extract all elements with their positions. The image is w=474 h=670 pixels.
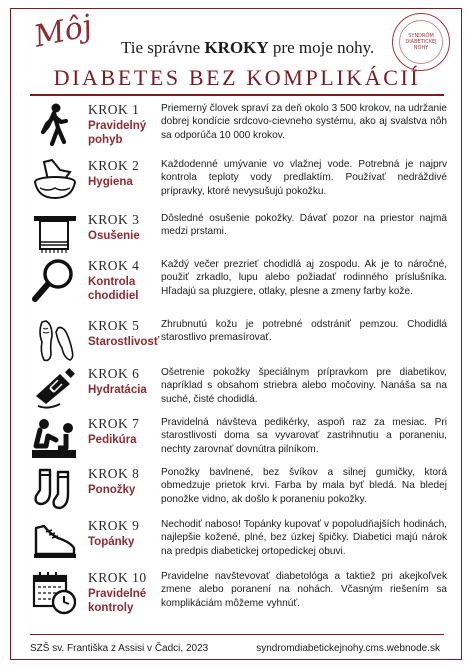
step-number: KROK 7 bbox=[88, 416, 140, 431]
foot-bath-icon bbox=[30, 158, 80, 204]
step-description: Každý večer prezrieť chodidlá aj zospodu. Ak je to náročné, použiť zrkadlo, lupu alebo požiadať rodinného príslušníka. Hľadajú sa pluzgiere, otlaky, plesne a zmeny farby kože. bbox=[161, 259, 447, 297]
tagline-bold: KROKY bbox=[204, 38, 269, 57]
title-divider bbox=[30, 94, 444, 96]
step-name: Pravidelné kontroly bbox=[88, 588, 147, 614]
step-name: Hydratácia bbox=[88, 384, 147, 396]
step-number: KROK 6 bbox=[88, 366, 140, 381]
step-description: Ponožky bavlnené, bez švíkov a silnej gumičky, ktorá obmedzuje prietok krvi. Farba by mala byť bledá. Na bledej ponožke vidno, ak došlo k poraneniu pokožky. bbox=[161, 467, 447, 505]
step-description: Dôsledné osušenie pokožky. Dávať pozor na priestor najmä medzi prstami. bbox=[161, 213, 447, 238]
step-row-7 bbox=[26, 416, 452, 466]
step-row-5 bbox=[26, 318, 452, 368]
step-number: KROK 5 bbox=[88, 318, 140, 333]
step-description: Zhrubnutú kožu je potrebné odstrániť pemzou. Chodidlá starostlivo premasírovať. bbox=[161, 319, 447, 344]
step-name: Osušenie bbox=[88, 230, 140, 242]
step-name: Starostlivosť bbox=[88, 336, 160, 348]
tagline-after: pre moje nohy. bbox=[268, 38, 375, 57]
step-number: KROK 1 bbox=[88, 102, 140, 117]
logo-stamp-text: SYNDRÓM DIABETICKEJ NOHY bbox=[399, 20, 443, 64]
step-number: KROK 9 bbox=[88, 518, 140, 533]
step-name: Topánky bbox=[88, 536, 135, 548]
step-description: Nechodiť naboso! Topánky kupovať v popoludňajších hodinách, najlepšie kožené, plné, bez úzkej špičky. Diabetici majú nárok na predpis diabetickej ortopedickej obuvi. bbox=[161, 519, 447, 557]
cream-tube-icon bbox=[30, 366, 80, 412]
step-description: Pravidelne navštevovať diabetológa a taktiež pri akejkoľvek zmene alebo poranení na nohách. Včasným riešením sa komplikáciám môžeme vyhnúť. bbox=[161, 571, 447, 609]
step-number: KROK 3 bbox=[88, 212, 140, 227]
logo-stamp bbox=[392, 13, 450, 71]
shoe-icon bbox=[30, 518, 80, 564]
tagline-before: Tie správne bbox=[121, 38, 205, 57]
step-number: KROK 8 bbox=[88, 466, 140, 481]
walking-person-icon bbox=[30, 102, 80, 148]
step-row-8 bbox=[26, 466, 452, 516]
footer-school: SZŠ sv. Františka z Assisi v Čadci, 2023 bbox=[30, 643, 209, 654]
step-description: Pravidelná návšteva pedikérky, aspoň raz za mesiac. Pri starostlivosti doma sa vyvarovať zastrihnutiu a poraneniu, nechty zarovnať dovnútra pilníkom. bbox=[161, 417, 447, 455]
step-description: Priemerný človek spraví za deň okolo 3 500 krokov, na udržanie dobrej kondície srdcovo-cievneho systému, ako aj svalstva nôh sa odporúča 10 000 krokov. bbox=[161, 103, 447, 141]
step-name: Kontrola chodidiel bbox=[88, 276, 139, 302]
step-name: Ponožky bbox=[88, 484, 136, 496]
step-row-3 bbox=[26, 212, 452, 262]
step-name: Hygiena bbox=[88, 176, 133, 188]
step-row-2 bbox=[26, 158, 452, 208]
towel-icon bbox=[30, 212, 80, 258]
step-description: Ošetrenie pokožky špeciálnym prípravkom pre diabetikov, napríklad s obsahom striebra alebo močoviny. Nanáša sa na suché, čisté chodidlá. bbox=[161, 367, 447, 405]
step-number: KROK 2 bbox=[88, 158, 140, 173]
step-row-9 bbox=[26, 518, 452, 568]
step-name: Pravidelný pohyb bbox=[88, 120, 147, 146]
footer-website: syndromdiabetickejnohy.cms.webnode.sk bbox=[256, 643, 440, 654]
page-title: DIABETES BEZ KOMPLIKÁCIÍ bbox=[53, 65, 421, 90]
step-row-6 bbox=[26, 366, 452, 416]
socks-icon bbox=[30, 466, 80, 512]
step-number: KROK 4 bbox=[88, 258, 140, 273]
calendar-clock-icon bbox=[30, 570, 80, 616]
step-number: KROK 10 bbox=[88, 570, 147, 585]
step-row-1 bbox=[26, 102, 452, 152]
tagline bbox=[121, 38, 374, 58]
feet-icon bbox=[30, 318, 80, 364]
magnifier-icon bbox=[30, 258, 80, 304]
moj-script: Môj bbox=[30, 8, 96, 55]
step-name: Pedikúra bbox=[88, 434, 137, 446]
step-row-4 bbox=[26, 258, 452, 308]
step-description: Každodenné umývanie vo vlažnej vode. Potrebná je najprv kontrola teploty vody predlaktím. Používať nedráždivé prípravky, ktoré nevysušujú pokožku. bbox=[161, 159, 447, 197]
footer-divider bbox=[30, 634, 444, 635]
step-row-10 bbox=[26, 570, 452, 620]
pedicure-icon bbox=[30, 416, 80, 462]
